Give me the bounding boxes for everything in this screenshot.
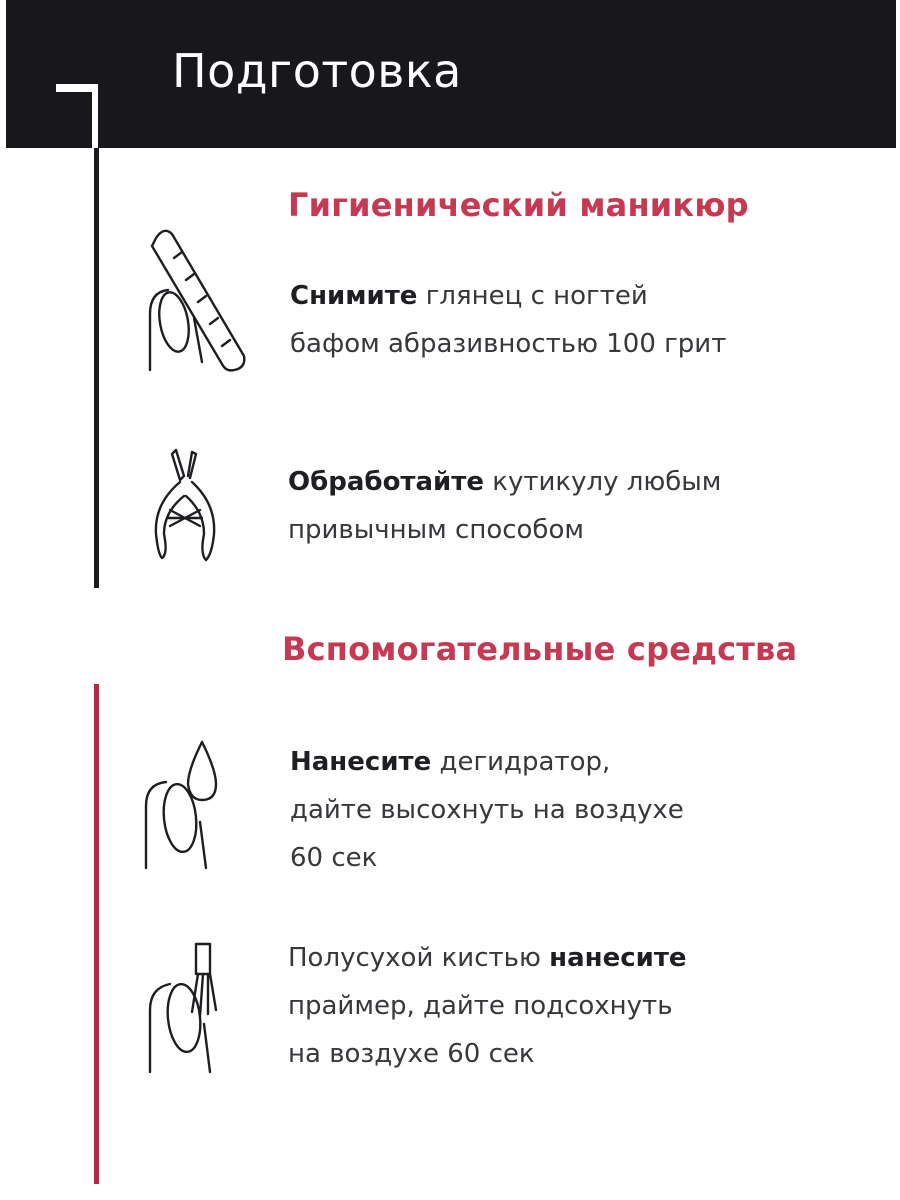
instruction-text-1 — [290, 272, 726, 368]
instruction-line3: 60 сек — [290, 843, 378, 873]
instruction-line2: бафом абразивностью 100 грит — [290, 329, 727, 359]
dehydrator-drop-icon — [140, 736, 230, 876]
instruction-text-4 — [288, 934, 687, 1078]
instruction-verb: нанесите — [549, 943, 687, 973]
instruction-rest: кутикулу любым — [483, 467, 722, 497]
instruction-rest: дегидратор, — [431, 747, 611, 777]
instruction-prefix: Полусухой кистью — [288, 943, 550, 973]
instruction-line2: дайте высохнуть на воздухе — [290, 795, 684, 825]
instruction-line3: на воздухе 60 сек — [288, 1039, 535, 1069]
instruction-text-3 — [290, 738, 684, 882]
instruction-verb: Обработайте — [288, 467, 484, 497]
section-heading-auxiliary: Вспомогательные средства — [282, 630, 798, 668]
instruction-verb: Снимите — [290, 281, 418, 311]
instruction-verb: Нанесите — [290, 747, 432, 777]
page-title: Подготовка — [172, 44, 462, 98]
primer-brush-icon — [140, 940, 230, 1080]
instruction-text-2 — [288, 458, 721, 554]
section-heading-manicure: Гигиенический маникюр — [288, 186, 749, 224]
instruction-line2: привычным способом — [288, 515, 584, 545]
timeline-line-dark — [94, 148, 99, 588]
timeline-line-red — [94, 684, 99, 1184]
instruction-line2: праймер, дайте подсохнуть — [288, 991, 673, 1021]
step-marker-corner-stem — [92, 84, 98, 148]
instruction-rest: глянец с ногтей — [417, 281, 648, 311]
cuticle-nippers-icon — [140, 446, 230, 576]
nail-file-icon — [138, 222, 258, 382]
